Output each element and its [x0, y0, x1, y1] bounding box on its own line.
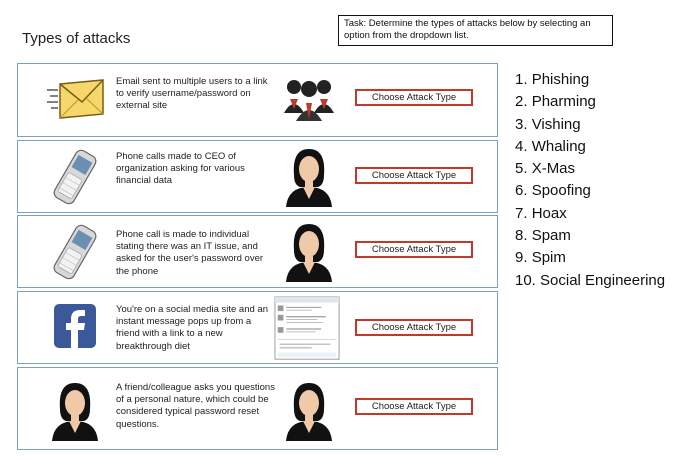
cellphone-icon: [46, 223, 104, 281]
attack-description: Email sent to multiple users to a link to verify username/password on external site: [116, 76, 268, 112]
attack-row-ceo-call: [17, 140, 498, 213]
list-item: 9. Spim: [515, 249, 566, 267]
list-item: 10. Social Engineering: [515, 271, 666, 289]
attack-row-personal-questions: [17, 367, 498, 450]
woman-avatar-icon: [280, 145, 338, 207]
attack-row-it-call: [17, 215, 498, 288]
list-item: 7. Hoax: [515, 204, 567, 222]
woman-avatar-icon: [280, 220, 338, 282]
attack-type-dropdown[interactable]: Choose Attack Type: [355, 241, 473, 258]
envelope-icon: [46, 72, 104, 130]
group-of-people-icon: [280, 69, 338, 131]
attack-description: Phone call is made to individual stating there was an IT issue, and asked for the user's password over the phone: [116, 229, 264, 277]
task-instructions: Task: Determine the types of attacks below by selecting an option from the dropdown list.: [338, 15, 613, 46]
list-item: 2. Pharming: [515, 93, 596, 111]
chat-window-icon: [272, 296, 342, 362]
attack-type-dropdown[interactable]: Choose Attack Type: [355, 319, 473, 336]
list-item: 8. Spam: [515, 227, 571, 245]
list-item: 4. Whaling: [515, 137, 586, 155]
woman-avatar-icon: [280, 378, 338, 442]
attack-type-list: [515, 72, 665, 295]
attack-type-dropdown[interactable]: Choose Attack Type: [355, 167, 473, 184]
list-item: 3. Vishing: [515, 115, 581, 133]
facebook-logo-icon: [46, 300, 104, 358]
attack-row-email: [17, 63, 498, 137]
attack-type-dropdown[interactable]: Choose Attack Type: [355, 89, 473, 106]
attack-type-dropdown[interactable]: Choose Attack Type: [355, 398, 473, 415]
page-title: Types of attacks: [22, 30, 131, 47]
attack-description: Phone calls made to CEO of organization asking for various financial data: [116, 151, 245, 187]
cellphone-icon: [46, 148, 104, 206]
list-item: 5. X-Mas: [515, 160, 576, 178]
list-item: 1. Phishing: [515, 71, 590, 88]
attack-description: You're on a social media site and an instant message pops up from a friend with a link to a new breakthrough diet: [116, 304, 268, 352]
woman-avatar-icon: [46, 378, 104, 442]
list-item: 6. Spoofing: [515, 182, 591, 200]
attack-description: A friend/colleague asks you questions of a personal nature, which could be considered typical password reset questions.: [116, 382, 275, 430]
attack-row-social-media: [17, 291, 498, 364]
